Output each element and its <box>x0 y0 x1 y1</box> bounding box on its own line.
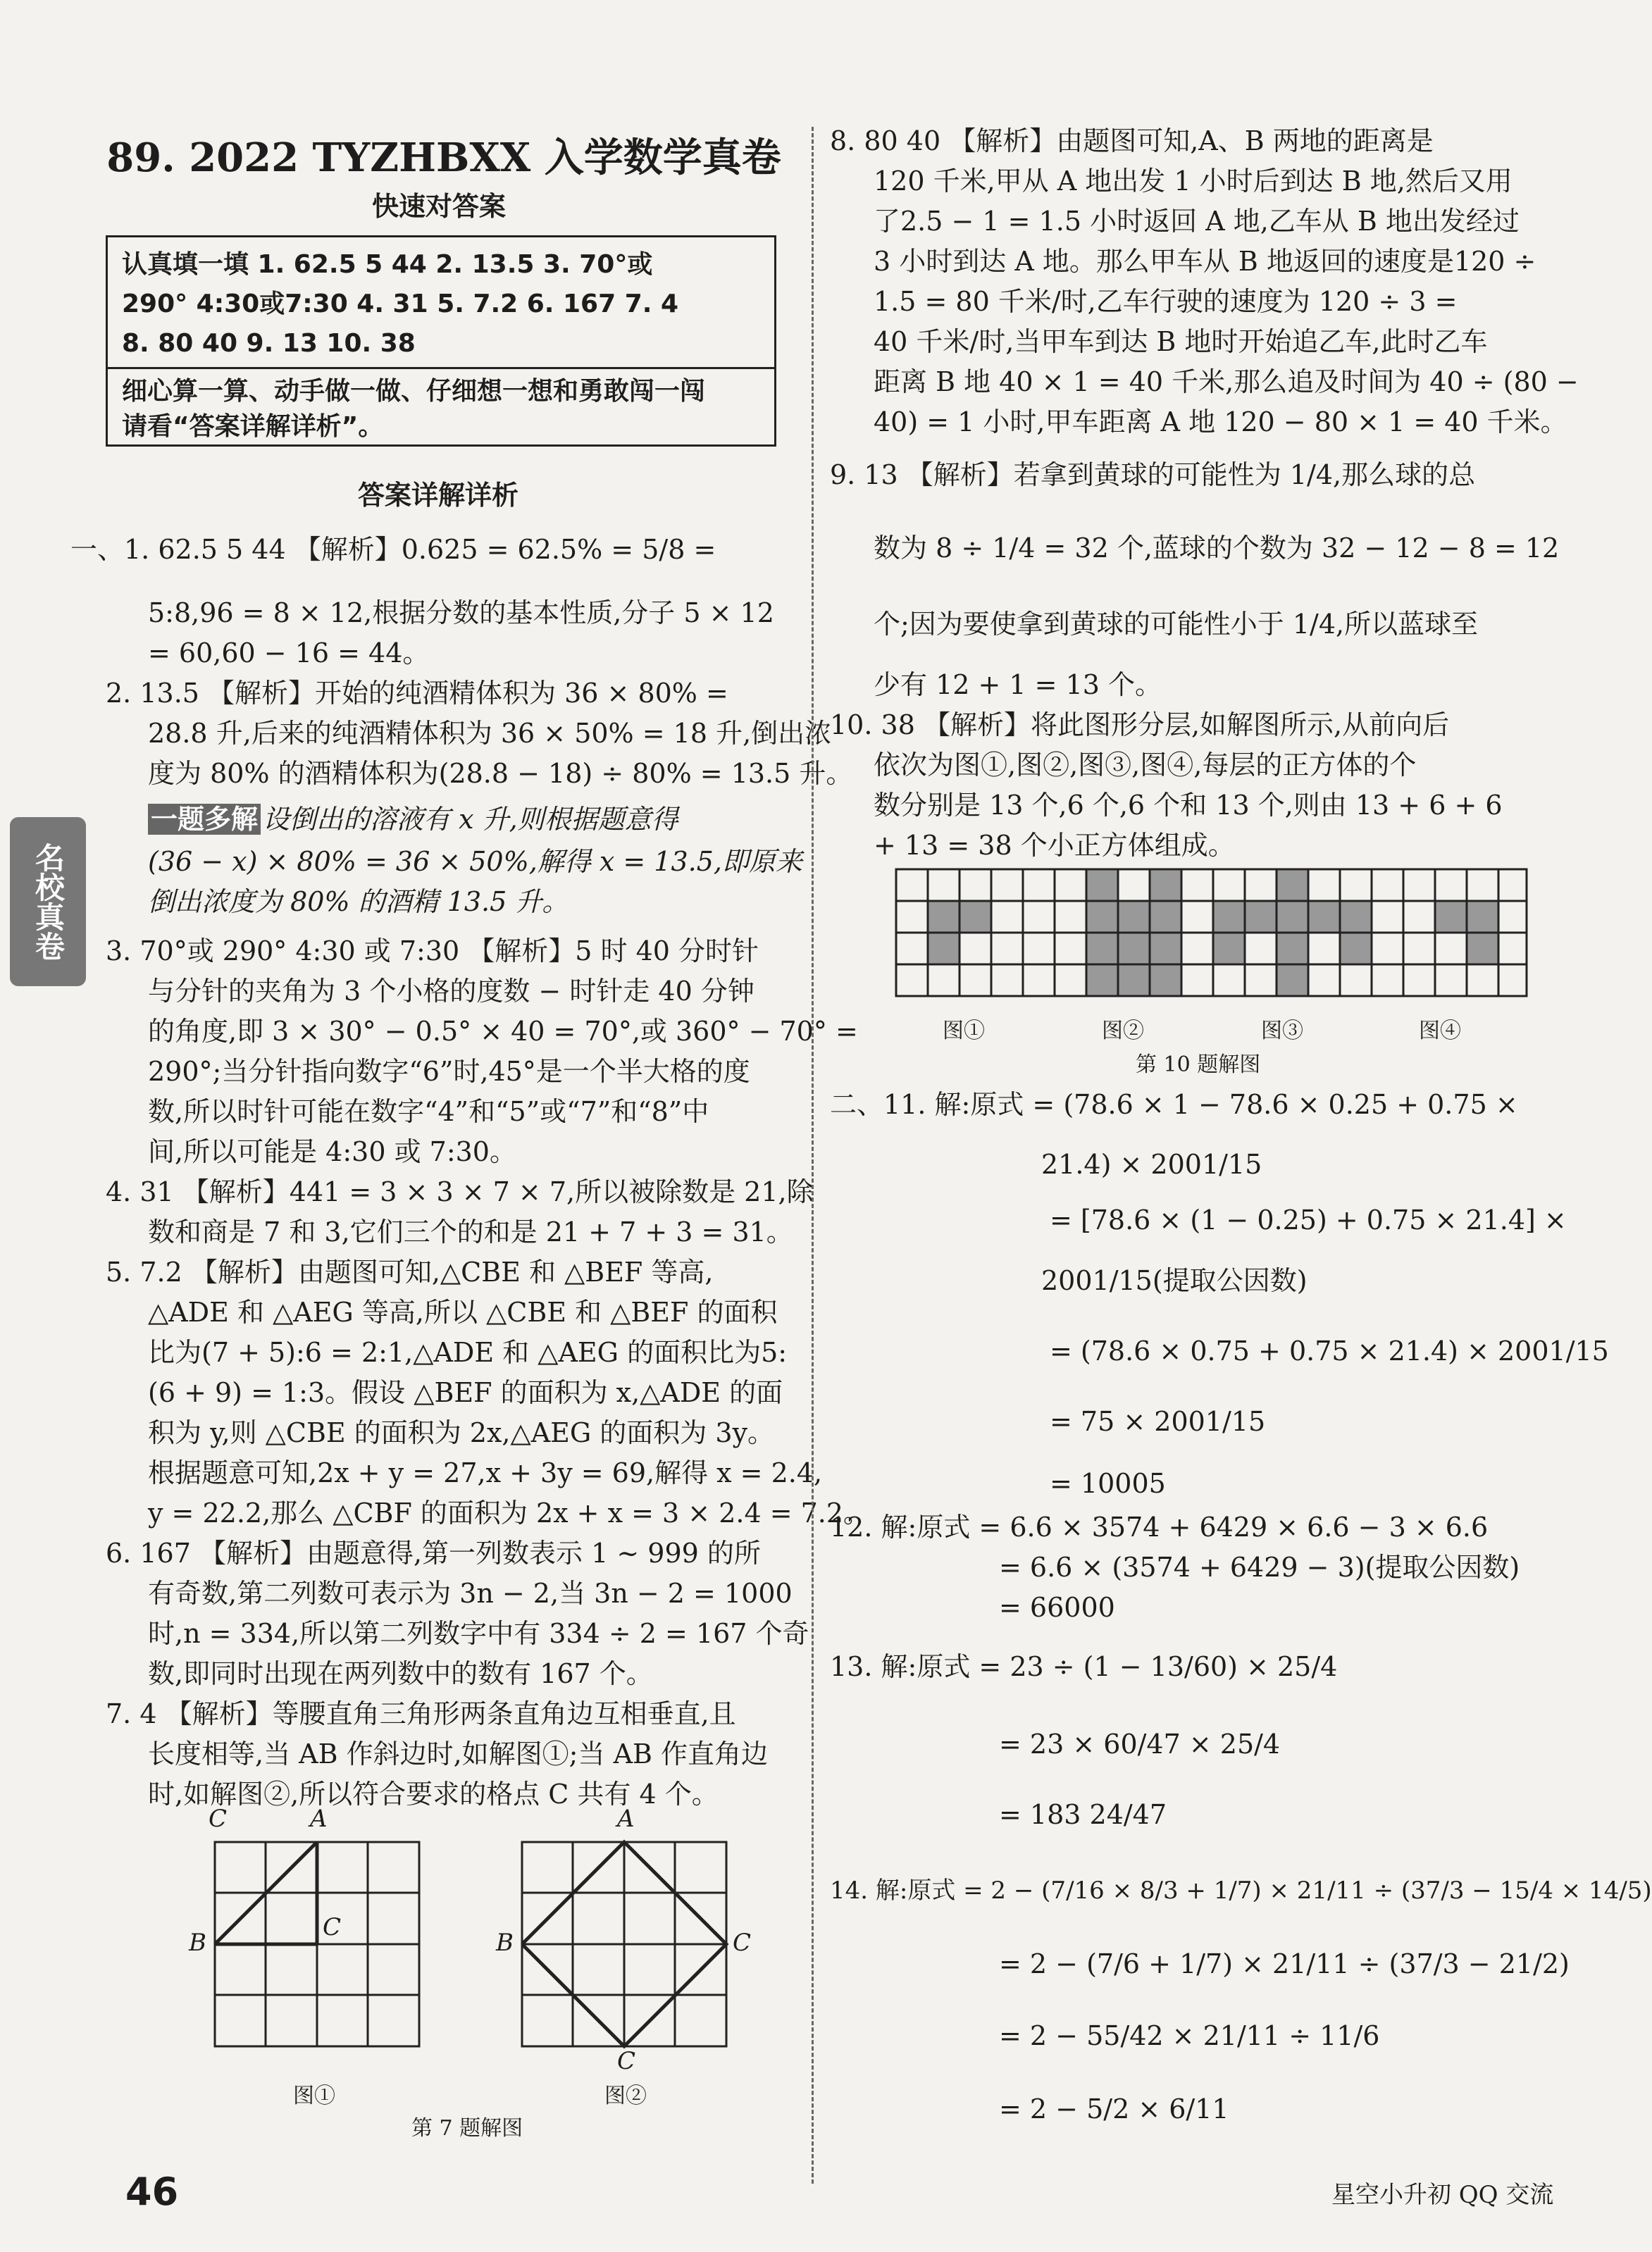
point-label: B <box>496 1929 514 1957</box>
solution-line: 少有 12 + 1 = 13 个。 <box>874 669 1162 700</box>
answer-line: 认真填一填 1. 62.5 5 44 2. 13.5 3. 70°或 <box>122 250 653 279</box>
solution-line: 13. 解:原式 = 23 ÷ (1 − 13/60) × 25/4 <box>830 1651 1338 1682</box>
solution-line: = 75 × 2001/15 <box>1050 1406 1266 1437</box>
point-label: A <box>617 1805 635 1833</box>
figure-7-grid-1 <box>211 1839 423 2050</box>
solution-line: 14. 解:原式 = 2 − (7/16 × 8/3 + 1/7) × 21/11 ÷ (37/3 − 15/4 × 14/5) <box>830 1877 1652 1905</box>
side-tab: 名校真卷 <box>10 817 86 986</box>
solution-line: 5:8,96 = 8 × 12,根据分数的基本性质,分子 5 × 12 <box>148 597 774 628</box>
answer-line: 8. 80 40 9. 13 10. 38 <box>122 329 416 358</box>
box-divider <box>108 367 774 369</box>
solution-line: 与分针的夹角为 3 个小格的度数 − 时针走 40 分钟 <box>148 976 754 1007</box>
solution-line: = 23 × 60/47 × 25/4 <box>999 1729 1281 1760</box>
solution-line: 21.4) × 2001/15 <box>1041 1149 1262 1180</box>
solution-line: 距离 B 地 40 × 1 = 40 千米,那么追及时间为 40 ÷ (80 − <box>874 366 1579 397</box>
multi-solution-tag: 一题多解 <box>148 804 261 835</box>
solution-line: 1.5 = 80 千米/时,乙车行驶的速度为 120 ÷ 3 = <box>874 286 1458 317</box>
solution-line: = (78.6 × 0.75 + 0.75 × 21.4) × 2001/15 <box>1050 1336 1609 1367</box>
solution-line: 6. 167 【解析】由题意得,第一列数表示 1 ~ 999 的所 <box>106 1538 761 1569</box>
page-title: 89. 2022 TYZHBXX 入学数学真卷 <box>106 135 781 181</box>
solution-line: 2. 13.5 【解析】开始的纯酒精体积为 36 × 80% = <box>106 678 728 709</box>
figure-label: 图② <box>1102 1019 1144 1043</box>
solution-line: 积为 y,则 △CBE 的面积为 2x,△AEG 的面积为 3y。 <box>148 1417 775 1448</box>
figure-label: 图③ <box>1261 1019 1303 1043</box>
solution-line: = [78.6 × (1 − 0.25) + 0.75 × 21.4] × <box>1050 1205 1567 1236</box>
detail-heading: 答案详解详析 <box>358 480 519 511</box>
solution-line: 2001/15(提取公因数) <box>1041 1265 1308 1296</box>
solution-line: = 2 − 5/2 × 6/11 <box>999 2094 1229 2125</box>
solution-line: 4. 31 【解析】441 = 3 × 3 × 7 × 7,所以被除数是 21,除 <box>106 1176 814 1207</box>
figure-7-grid-2 <box>518 1839 730 2050</box>
answer-note: 细心算一算、动手做一做、仔细想一想和勇敢闯一闯 <box>122 377 706 406</box>
solution-line: y = 22.2,那么 △CBF 的面积为 2x + x = 3 × 2.4 = 7.2。 <box>148 1498 871 1529</box>
point-label: C <box>733 1929 752 1957</box>
solution-line: 二、11. 解:原式 = (78.6 × 1 − 78.6 × 0.25 + 0.75 × <box>830 1089 1518 1120</box>
solution-line: 数分别是 13 个,6 个,6 个和 13 个,则由 13 + 6 + 6 <box>874 790 1503 821</box>
solution-line: 40 千米/时,当甲车到达 B 地时开始追乙车,此时乙车 <box>874 326 1488 357</box>
figure-label: 图① <box>293 2084 335 2108</box>
solution-line: 有奇数,第二列数可表示为 3n − 2,当 3n − 2 = 1000 <box>148 1578 793 1609</box>
solution-line: 28.8 升,后来的纯酒精体积为 36 × 50% = 18 升,倒出浓 <box>148 718 832 749</box>
solution-line: △ADE 和 △AEG 等高,所以 △CBE 和 △BEF 的面积 <box>148 1297 778 1328</box>
solution-line: 倒出浓度为 80% 的酒精 13.5 升。 <box>148 886 569 917</box>
solution-line: 40) = 1 小时,甲车距离 A 地 120 − 80 × 1 = 40 千米。 <box>874 406 1567 437</box>
solution-line: 数和商是 7 和 3,它们三个的和是 21 + 7 + 3 = 31。 <box>148 1217 793 1248</box>
solution-line: 3. 70°或 290° 4:30 或 7:30 【解析】5 时 40 分时针 <box>106 935 759 966</box>
footer-text: 星空小升初 QQ 交流 <box>1331 2181 1554 2209</box>
solution-line: 数为 8 ÷ 1/4 = 32 个,蓝球的个数为 32 − 12 − 8 = 12 <box>874 533 1560 564</box>
point-label: C <box>209 1805 228 1833</box>
solution-line: 10. 38 【解析】将此图形分层,如解图所示,从前向后 <box>830 709 1450 740</box>
solution-line: 时,n = 334,所以第二列数字中有 334 ÷ 2 = 167 个奇 <box>148 1618 809 1649</box>
solution-line: 时,如解图②,所以符合要求的格点 C 共有 4 个。 <box>148 1779 719 1810</box>
solution-line: 8. 80 40 【解析】由题图可知,A、B 两地的距离是 <box>830 125 1434 156</box>
solution-line: = 6.6 × (3574 + 6429 − 3)(提取公因数) <box>999 1552 1520 1583</box>
solution-line: 5. 7.2 【解析】由题图可知,△CBE 和 △BEF 等高, <box>106 1257 714 1288</box>
point-label: C <box>617 2047 636 2075</box>
solution-line: = 10005 <box>1050 1468 1166 1499</box>
solution-line: 个;因为要使拿到黄球的可能性小于 1/4,所以蓝球至 <box>874 609 1479 640</box>
solution-line: 依次为图①,图②,图③,图④,每层的正方体的个 <box>874 749 1417 780</box>
column-divider <box>812 127 814 2184</box>
solution-line: = 183 24/47 <box>999 1799 1167 1830</box>
point-label: A <box>310 1805 328 1833</box>
solution-line: = 2 − (7/6 + 1/7) × 21/11 ÷ (37/3 − 21/2) <box>999 1948 1570 1979</box>
figure-caption: 第 10 题解图 <box>1136 1052 1261 1077</box>
solution-line: 间,所以可能是 4:30 或 7:30。 <box>148 1136 516 1167</box>
solution-line: (6 + 9) = 1:3。假设 △BEF 的面积为 x,△ADE 的面 <box>148 1377 783 1408</box>
figure-label: 图① <box>943 1019 985 1043</box>
solution-line: 9. 13 【解析】若拿到黄球的可能性为 1/4,那么球的总 <box>830 459 1476 490</box>
point-label: C <box>323 1913 342 1941</box>
solution-line: 数,所以时针可能在数字“4”和“5”或“7”和“8”中 <box>148 1096 709 1127</box>
solution-line: = 60,60 − 16 = 44。 <box>148 637 430 668</box>
solution-text: 设倒出的溶液有 x 升,则根据题意得 <box>263 804 678 835</box>
solution-line: = 66000 <box>999 1592 1115 1623</box>
figure-label: 图④ <box>1419 1019 1461 1043</box>
quick-answer-box <box>106 235 776 447</box>
solution-line: 度为 80% 的酒精体积为(28.8 − 18) ÷ 80% = 13.5 升。 <box>148 758 853 789</box>
solution-line: + 13 = 38 个小正方体组成。 <box>874 830 1235 861</box>
solution-line: 一、1. 62.5 5 44 【解析】0.625 = 62.5% = 5/8 = <box>70 534 716 565</box>
solution-line: 290°;当分针指向数字“6”时,45°是一个半大格的度 <box>148 1056 750 1087</box>
solution-line: (36 − x) × 80% = 36 × 50%,解得 x = 13.5,即原来 <box>148 846 802 877</box>
page-number: 46 <box>125 2170 179 2214</box>
solution-line: 比为(7 + 5):6 = 2:1,△ADE 和 △AEG 的面积比为5: <box>148 1337 788 1368</box>
solution-line: = 2 − 55/42 × 21/11 ÷ 11/6 <box>999 2020 1380 2051</box>
solution-line: 数,即同时出现在两列数中的数有 167 个。 <box>148 1658 653 1689</box>
solution-line: 3 小时到达 A 地。那么甲车从 B 地返回的速度是120 ÷ <box>874 246 1536 277</box>
solution-line: 的角度,即 3 × 30° − 0.5° × 40 = 70°,或 360° − 70° = <box>148 1016 858 1047</box>
answer-note: 请看“答案详解详析”。 <box>122 412 384 441</box>
quick-answer-heading: 快速对答案 <box>372 191 507 222</box>
figure-label: 图② <box>604 2084 647 2108</box>
figure-10-layers <box>895 868 1529 1009</box>
solution-line: 12. 解:原式 = 6.6 × 3574 + 6429 × 6.6 − 3 × 6.6 <box>830 1512 1489 1543</box>
solution-line: 根据题意可知,2x + y = 27,x + 3y = 69,解得 x = 2.4, <box>148 1457 823 1488</box>
solution-line: 了2.5 − 1 = 1.5 小时返回 A 地,乙车从 B 地出发经过 <box>874 206 1520 237</box>
solution-line: 长度相等,当 AB 作斜边时,如解图①;当 AB 作直角边 <box>148 1738 769 1769</box>
figure-caption: 第 7 题解图 <box>411 2116 523 2141</box>
answer-line: 290° 4:30或7:30 4. 31 5. 7.2 6. 167 7. 4 <box>122 290 678 318</box>
solution-line: 120 千米,甲从 A 地出发 1 小时后到达 B 地,然后又用 <box>874 166 1513 197</box>
solution-line <box>148 800 678 840</box>
point-label: B <box>189 1929 206 1957</box>
solution-line: 7. 4 【解析】等腰直角三角形两条直角边互相垂直,且 <box>106 1698 736 1729</box>
